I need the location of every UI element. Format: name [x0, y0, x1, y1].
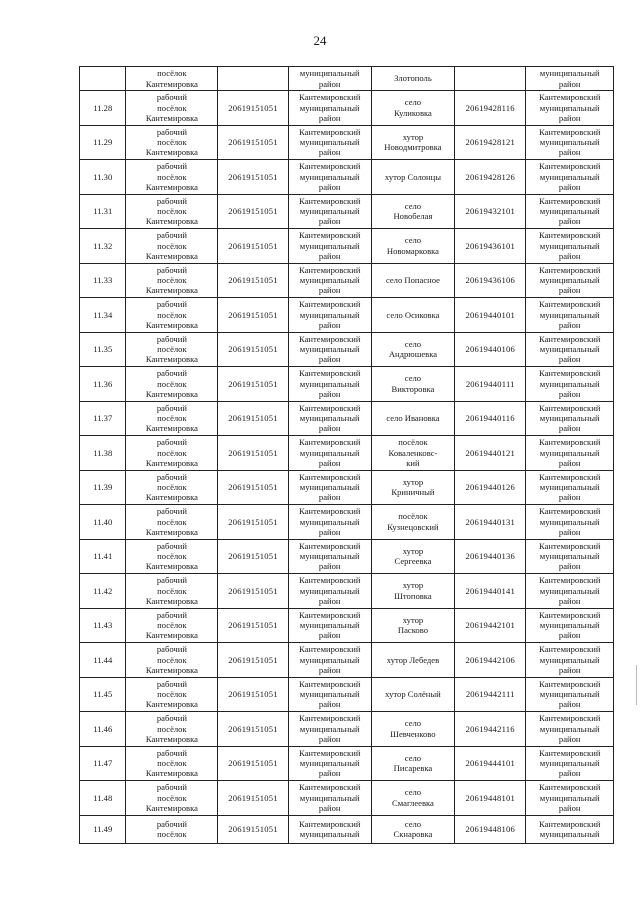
locality-code-cell: 20619428116: [455, 91, 526, 126]
row-number-cell: 11.31: [80, 194, 126, 229]
table-row: [80, 298, 614, 333]
table-row: [80, 229, 614, 264]
locality-cell: село Ивановка: [371, 401, 454, 436]
row-number-cell: [80, 67, 126, 91]
row-number-cell: 11.39: [80, 470, 126, 505]
row-number-cell: 11.33: [80, 263, 126, 298]
settlement-code-cell: 20619151051: [218, 781, 288, 816]
district2-cell: Кантемировский муниципальный район: [526, 436, 614, 471]
locality-cell: хутор Сергеевка: [371, 539, 454, 574]
settlement-cell: рабочий посёлок Кантемировка: [126, 643, 218, 678]
settlement-code-cell: 20619151051: [218, 470, 288, 505]
locality-code-cell: 20619448106: [455, 815, 526, 843]
locality-cell: посёлок Кузнецовский: [371, 505, 454, 540]
district2-cell: Кантемировский муниципальный район: [526, 91, 614, 126]
locality-code-cell: 20619440136: [455, 539, 526, 574]
row-number-cell: 11.29: [80, 125, 126, 160]
locality-cell: село Смаглеевка: [371, 781, 454, 816]
locality-cell: село Осиковка: [371, 298, 454, 333]
table-row: [80, 574, 614, 609]
row-number-cell: 11.37: [80, 401, 126, 436]
settlement-code-cell: 20619151051: [218, 712, 288, 747]
table-row: [80, 677, 614, 712]
locality-code-cell: 20619440116: [455, 401, 526, 436]
locality-cell: село Шевченково: [371, 712, 454, 747]
page-number: 24: [313, 33, 327, 48]
district-cell: Кантемировский муниципальный: [288, 815, 371, 843]
district2-cell: Кантемировский муниципальный район: [526, 367, 614, 402]
locality-cell: село Попасное: [371, 263, 454, 298]
table-row: [80, 367, 614, 402]
locality-code-cell: 20619440121: [455, 436, 526, 471]
row-number-cell: 11.32: [80, 229, 126, 264]
district-cell: Кантемировский муниципальный район: [288, 194, 371, 229]
settlement-cell: рабочий посёлок Кантемировка: [126, 574, 218, 609]
locality-code-cell: 20619436106: [455, 263, 526, 298]
table-row: [80, 746, 614, 781]
locality-cell: хутор Криничный: [371, 470, 454, 505]
settlement-code-cell: 20619151051: [218, 367, 288, 402]
locality-cell: село Викторовка: [371, 367, 454, 402]
table-row: [80, 539, 614, 574]
settlement-code-cell: 20619151051: [218, 574, 288, 609]
district-cell: Кантемировский муниципальный район: [288, 539, 371, 574]
district2-cell: Кантемировский муниципальный район: [526, 539, 614, 574]
table-row: [80, 643, 614, 678]
locality-code-cell: 20619442106: [455, 643, 526, 678]
settlement-code-cell: 20619151051: [218, 194, 288, 229]
locality-cell: село Куликовка: [371, 91, 454, 126]
settlement-cell: рабочий посёлок Кантемировка: [126, 125, 218, 160]
settlement-cell: посёлок Кантемировка: [126, 67, 218, 91]
settlement-code-cell: 20619151051: [218, 298, 288, 333]
settlement-code-cell: 20619151051: [218, 160, 288, 195]
district-cell: Кантемировский муниципальный район: [288, 470, 371, 505]
row-number-cell: 11.48: [80, 781, 126, 816]
row-number-cell: 11.45: [80, 677, 126, 712]
locality-code-cell: 20619440141: [455, 574, 526, 609]
settlement-cell: рабочий посёлок Кантемировка: [126, 746, 218, 781]
table-row: [80, 815, 614, 843]
locality-code-cell: 20619448101: [455, 781, 526, 816]
row-number-cell: 11.28: [80, 91, 126, 126]
district-cell: муниципальный район: [288, 67, 371, 91]
district2-cell: Кантемировский муниципальный район: [526, 160, 614, 195]
district-cell: Кантемировский муниципальный район: [288, 91, 371, 126]
table-row: [80, 91, 614, 126]
settlement-cell: рабочий посёлок Кантемировка: [126, 505, 218, 540]
table-row: [80, 160, 614, 195]
district2-cell: Кантемировский муниципальный район: [526, 263, 614, 298]
settlement-code-cell: 20619151051: [218, 677, 288, 712]
settlement-cell: рабочий посёлок Кантемировка: [126, 712, 218, 747]
row-number-cell: 11.40: [80, 505, 126, 540]
settlement-cell: рабочий посёлок Кантемировка: [126, 332, 218, 367]
settlement-code-cell: 20619151051: [218, 608, 288, 643]
table-row: [80, 332, 614, 367]
locality-code-cell: 20619442116: [455, 712, 526, 747]
settlement-cell: рабочий посёлок Кантемировка: [126, 608, 218, 643]
row-number-cell: 11.47: [80, 746, 126, 781]
settlement-cell: рабочий посёлок Кантемировка: [126, 436, 218, 471]
district-cell: Кантемировский муниципальный район: [288, 677, 371, 712]
settlement-cell: рабочий посёлок Кантемировка: [126, 160, 218, 195]
settlement-code-cell: 20619151051: [218, 643, 288, 678]
settlement-code-cell: 20619151051: [218, 746, 288, 781]
settlement-cell: рабочий посёлок Кантемировка: [126, 298, 218, 333]
locality-code-cell: 20619442111: [455, 677, 526, 712]
district2-cell: Кантемировский муниципальный: [526, 815, 614, 843]
settlement-code-cell: 20619151051: [218, 539, 288, 574]
table-row: [80, 470, 614, 505]
district2-cell: Кантемировский муниципальный район: [526, 298, 614, 333]
table-row: [80, 608, 614, 643]
table-row: [80, 125, 614, 160]
district2-cell: Кантемировский муниципальный район: [526, 746, 614, 781]
district2-cell: Кантемировский муниципальный район: [526, 574, 614, 609]
settlement-code-cell: 20619151051: [218, 229, 288, 264]
settlement-cell: рабочий посёлок Кантемировка: [126, 367, 218, 402]
district-cell: Кантемировский муниципальный район: [288, 746, 371, 781]
settlements-table: [79, 66, 614, 844]
district2-cell: Кантемировский муниципальный район: [526, 608, 614, 643]
district-cell: Кантемировский муниципальный район: [288, 263, 371, 298]
locality-code-cell: 20619440126: [455, 470, 526, 505]
table-row: [80, 67, 614, 91]
locality-code-cell: 20619436101: [455, 229, 526, 264]
locality-code-cell: 20619428126: [455, 160, 526, 195]
settlement-cell: рабочий посёлок Кантемировка: [126, 229, 218, 264]
row-number-cell: 11.44: [80, 643, 126, 678]
table-row: [80, 263, 614, 298]
table-row: [80, 505, 614, 540]
settlement-code-cell: 20619151051: [218, 91, 288, 126]
locality-code-cell: [455, 67, 526, 91]
settlement-code-cell: 20619151051: [218, 436, 288, 471]
table-row: [80, 401, 614, 436]
row-number-cell: 11.46: [80, 712, 126, 747]
district-cell: Кантемировский муниципальный район: [288, 229, 371, 264]
locality-cell: хутор Солёный: [371, 677, 454, 712]
district2-cell: Кантемировский муниципальный район: [526, 677, 614, 712]
table-row: [80, 194, 614, 229]
locality-code-cell: 20619428121: [455, 125, 526, 160]
locality-cell: село Новомарковка: [371, 229, 454, 264]
locality-code-cell: 20619440131: [455, 505, 526, 540]
settlement-code-cell: 20619151051: [218, 815, 288, 843]
district-cell: Кантемировский муниципальный район: [288, 781, 371, 816]
district2-cell: Кантемировский муниципальный район: [526, 229, 614, 264]
settlement-cell: рабочий посёлок Кантемировка: [126, 194, 218, 229]
settlement-cell: рабочий посёлок Кантемировка: [126, 401, 218, 436]
locality-code-cell: 20619444101: [455, 746, 526, 781]
locality-cell: село Скнаровка: [371, 815, 454, 843]
locality-cell: хутор Пасково: [371, 608, 454, 643]
row-number-cell: 11.36: [80, 367, 126, 402]
locality-cell: хутор Лебедев: [371, 643, 454, 678]
district2-cell: Кантемировский муниципальный район: [526, 332, 614, 367]
district-cell: Кантемировский муниципальный район: [288, 401, 371, 436]
district2-cell: Кантемировский муниципальный район: [526, 781, 614, 816]
district2-cell: Кантемировский муниципальный район: [526, 505, 614, 540]
district-cell: Кантемировский муниципальный район: [288, 505, 371, 540]
district2-cell: Кантемировский муниципальный район: [526, 401, 614, 436]
district-cell: Кантемировский муниципальный район: [288, 298, 371, 333]
settlement-cell: рабочий посёлок Кантемировка: [126, 781, 218, 816]
locality-cell: село Андрюшевка: [371, 332, 454, 367]
scan-edge-mark: [636, 665, 637, 705]
district-cell: Кантемировский муниципальный район: [288, 608, 371, 643]
district-cell: Кантемировский муниципальный район: [288, 436, 371, 471]
settlement-code-cell: 20619151051: [218, 125, 288, 160]
locality-cell: хутор Новодмитровка: [371, 125, 454, 160]
district-cell: Кантемировский муниципальный район: [288, 643, 371, 678]
district2-cell: Кантемировский муниципальный район: [526, 470, 614, 505]
locality-cell: Злотополь: [371, 67, 454, 91]
settlement-code-cell: 20619151051: [218, 505, 288, 540]
district2-cell: Кантемировский муниципальный район: [526, 643, 614, 678]
table-row: [80, 712, 614, 747]
table-row: [80, 436, 614, 471]
district2-cell: муниципальный район: [526, 67, 614, 91]
settlement-cell: рабочий посёлок Кантемировка: [126, 539, 218, 574]
district2-cell: Кантемировский муниципальный район: [526, 712, 614, 747]
row-number-cell: 11.41: [80, 539, 126, 574]
district2-cell: Кантемировский муниципальный район: [526, 125, 614, 160]
locality-cell: посёлок Коваленковс- кий: [371, 436, 454, 471]
locality-cell: хутор Штоповка: [371, 574, 454, 609]
district-cell: Кантемировский муниципальный район: [288, 712, 371, 747]
district2-cell: Кантемировский муниципальный район: [526, 194, 614, 229]
locality-code-cell: 20619442101: [455, 608, 526, 643]
settlement-cell: рабочий посёлок Кантемировка: [126, 677, 218, 712]
district-cell: Кантемировский муниципальный район: [288, 332, 371, 367]
row-number-cell: 11.30: [80, 160, 126, 195]
district-cell: Кантемировский муниципальный район: [288, 160, 371, 195]
locality-code-cell: 20619432101: [455, 194, 526, 229]
locality-cell: хутор Солонцы: [371, 160, 454, 195]
locality-cell: село Новобелая: [371, 194, 454, 229]
district-cell: Кантемировский муниципальный район: [288, 367, 371, 402]
locality-code-cell: 20619440101: [455, 298, 526, 333]
row-number-cell: 11.34: [80, 298, 126, 333]
settlement-cell: рабочий посёлок Кантемировка: [126, 470, 218, 505]
settlement-cell: рабочий посёлок: [126, 815, 218, 843]
settlement-cell: рабочий посёлок Кантемировка: [126, 263, 218, 298]
settlement-code-cell: 20619151051: [218, 263, 288, 298]
table-row: [80, 781, 614, 816]
locality-code-cell: 20619440106: [455, 332, 526, 367]
row-number-cell: 11.42: [80, 574, 126, 609]
row-number-cell: 11.49: [80, 815, 126, 843]
settlement-code-cell: [218, 67, 288, 91]
locality-cell: село Писаревка: [371, 746, 454, 781]
settlement-code-cell: 20619151051: [218, 401, 288, 436]
settlement-cell: рабочий посёлок Кантемировка: [126, 91, 218, 126]
district-cell: Кантемировский муниципальный район: [288, 125, 371, 160]
settlement-code-cell: 20619151051: [218, 332, 288, 367]
row-number-cell: 11.35: [80, 332, 126, 367]
district-cell: Кантемировский муниципальный район: [288, 574, 371, 609]
row-number-cell: 11.38: [80, 436, 126, 471]
row-number-cell: 11.43: [80, 608, 126, 643]
locality-code-cell: 20619440111: [455, 367, 526, 402]
